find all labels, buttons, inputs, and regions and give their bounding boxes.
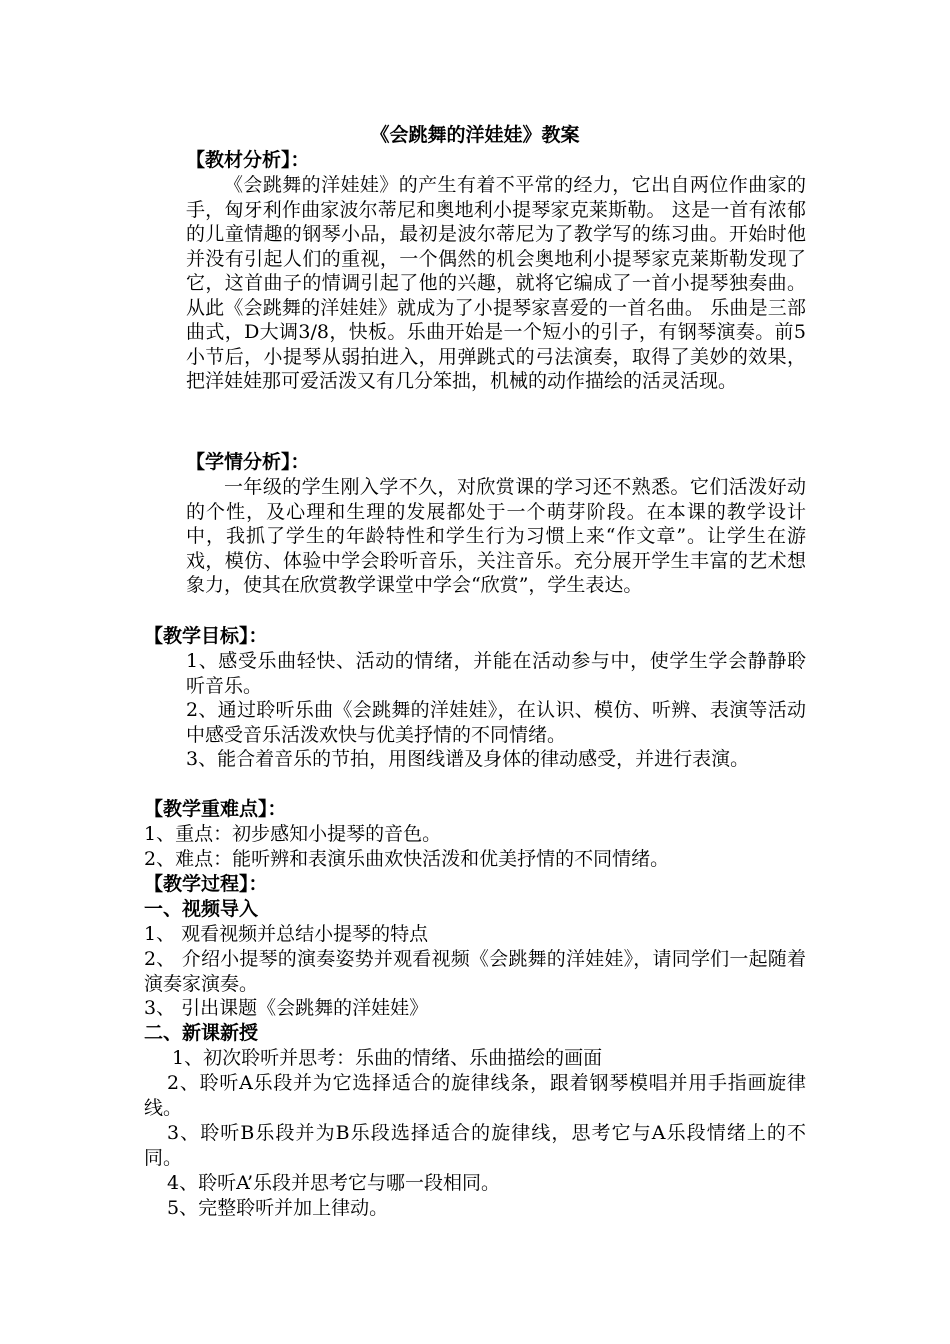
- video-intro-item: 2、 介绍小提琴的演奏姿势并观看视频《会跳舞的洋娃娃》，请同学们一起随着演奏家演奏。: [144, 948, 806, 995]
- material-analysis-paragraph: 《会跳舞的洋娃娃》的产生有着不平常的经力，它出自两位作曲家的手，匈牙利作曲家波尔蒂尼和奥地利小提琴家克莱斯勒。 这是一首有浓郁的儿童情趣的钢琴小品，最初是波尔蒂尼为了教学写的练习曲。开始时他并没有引起人们的重视，一个偶然的机会奥地利小提琴家克莱斯勒发现了它，这首曲子的情调引起了他的兴趣，就将它编成了一首小提琴独奏曲。从此《会跳舞的洋娃娃》就成为了小提琴家喜爱的一首名曲。 乐曲是三部曲式，D大调3/8，快板。乐曲开始是一个短小的引子，有钢琴演奏。前5小节后，小提琴从弱拍进入，用弹跳式的弓法演奏，取得了美妙的效果，把洋娃娃那可爱活泼又有几分笨拙，机械的动作描绘的活灵活现。: [186, 174, 806, 392]
- key-points-heading: 【教学重难点】：: [144, 798, 287, 820]
- objectives-heading: 【教学目标】：: [144, 625, 268, 647]
- material-analysis-heading: 【教材分析】：: [186, 149, 310, 171]
- objective-item: 2、通过聆听乐曲《会跳舞的洋娃娃》，在认识、模仿、听辨、表演等活动中感受音乐活泼欢快与优美抒情的不同情绪。: [186, 699, 806, 746]
- section-new-lesson-heading: 二、新课新授: [144, 1022, 259, 1044]
- new-lesson-item: 1、初次聆听并思考：乐曲的情绪、乐曲描绘的画面: [172, 1047, 603, 1069]
- student-analysis-heading: 【学情分析】：: [186, 451, 310, 473]
- objective-item: 3、能合着音乐的节拍，用图线谱及身体的律动感受，并进行表演。: [186, 748, 750, 770]
- new-lesson-item: 4、聆听A’乐段并思考它与哪一段相同。: [167, 1172, 501, 1194]
- document-title: 《会跳舞的洋娃娃》教案: [370, 124, 580, 146]
- new-lesson-item: 2、聆听A乐段并为它选择适合的旋律线条，跟着钢琴模唱并用手指画旋律线。: [144, 1072, 806, 1119]
- section-video-intro-heading: 一、视频导入: [144, 898, 259, 920]
- process-heading: 【教学过程】：: [144, 873, 268, 895]
- new-lesson-item: 3、聆听B乐段并为B乐段选择适合的旋律线，思考它与A乐段情绪上的不同。: [144, 1122, 806, 1169]
- student-analysis-paragraph: 一年级的学生刚入学不久，对欣赏课的学习还不熟悉。它们活泼好动的个性，及心理和生理的发展都处于一个萌芽阶段。在本课的教学设计中，我抓了学生的年龄特性和学生行为习惯上来“作文章”。让学生在游戏，模仿、体验中学会聆听音乐，关注音乐。充分展开学生丰富的艺术想象力，使其在欣赏教学课堂中学会“欣赏”，学生表达。: [186, 476, 806, 596]
- new-lesson-item: 5、完整聆听并加上律动。: [167, 1197, 389, 1219]
- key-point-item: 1、重点：初步感知小提琴的音色。: [144, 823, 442, 845]
- objective-item: 1、感受乐曲轻快、活动的情绪，并能在活动参与中，使学生学会静静聆听音乐。: [186, 650, 806, 697]
- key-point-item: 2、难点：能听辨和表演乐曲欢快活泼和优美抒情的不同情绪。: [144, 848, 670, 870]
- video-intro-item: 1、 观看视频并总结小提琴的特点: [144, 923, 429, 945]
- video-intro-item: 3、 引出课题《会跳舞的洋娃娃》: [144, 997, 429, 1019]
